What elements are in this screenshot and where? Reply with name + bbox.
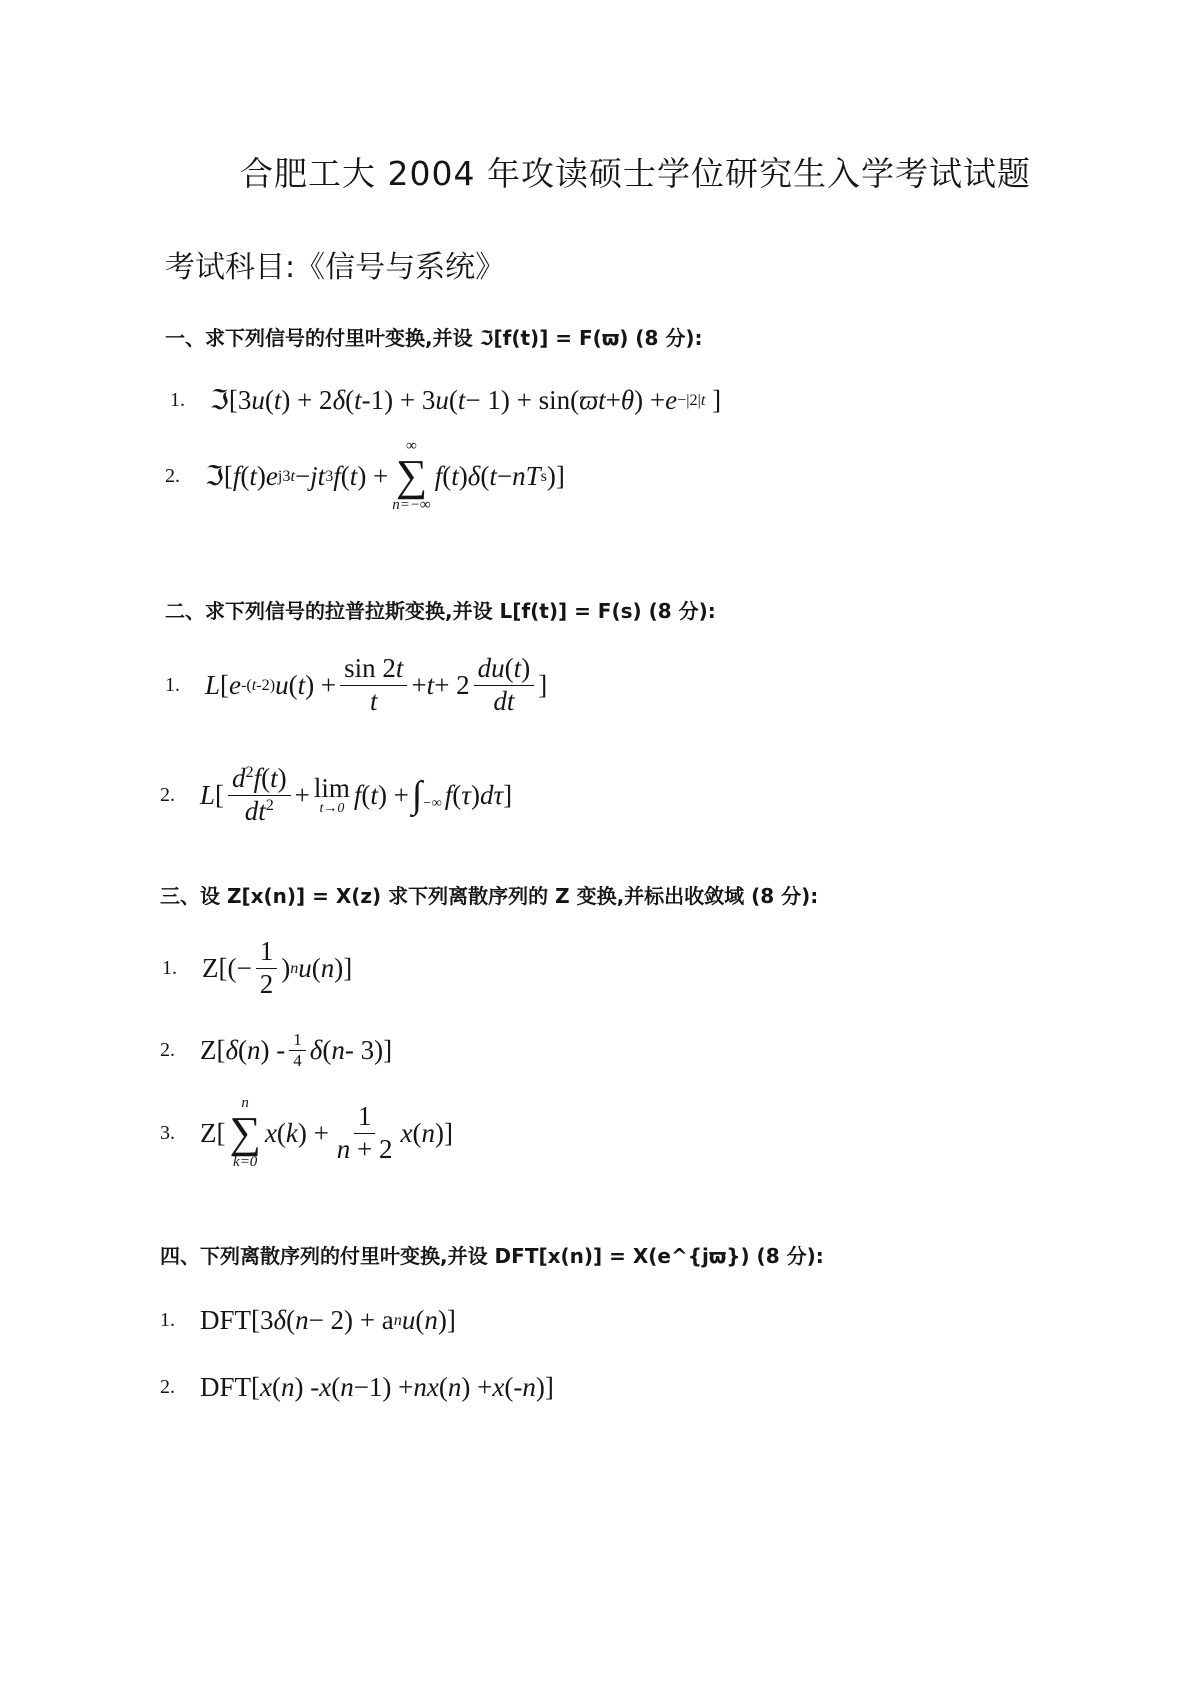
question-3-item-2 bbox=[160, 1030, 392, 1070]
question-3-heading: 三、设 Z[x(n)] = X(z) 求下列离散序列的 Z 变换,并标出收敛域 (8 分): bbox=[160, 884, 819, 908]
exam-subject: 考试科目:《信号与系统》 bbox=[165, 250, 506, 285]
question-3-item-1 bbox=[162, 932, 352, 1004]
item-number: 1. bbox=[165, 673, 180, 696]
item-number: 1. bbox=[160, 1308, 175, 1331]
fraction: $\frac{1}{4}$ bbox=[289, 1030, 306, 1070]
formula: L [ $\frac{d^2f(t)}{dt^2}$ + lim t→0 f ( t ) + ∫ −∞ f ( τ ) dτ ] bbox=[200, 763, 513, 826]
formula: ℑ[3 u ( t ) + 2 δ ( t -1) + 3 u ( t − 1) + sin( ϖt + θ ) + e −|2|t ] bbox=[210, 384, 722, 415]
limit: lim t→0 bbox=[313, 772, 350, 816]
question-1-item-1 bbox=[170, 382, 721, 418]
formula: Z[ n ∑ k=0 x ( k ) + $\frac{1}{n + 2}$ x ( n )] bbox=[200, 1095, 453, 1170]
question-4-item-1 bbox=[160, 1300, 456, 1340]
item-number: 2. bbox=[160, 1038, 175, 1061]
summation: ∞ ∑ n=−∞ bbox=[392, 438, 431, 513]
formula: DFT[3 δ ( n − 2) + a n u ( n )] bbox=[200, 1304, 456, 1335]
question-2-heading: 二、求下列信号的拉普拉斯变换,并设 L[f(t)] = F(s) (8 分): bbox=[165, 599, 716, 623]
question-1-item-2 bbox=[165, 440, 565, 512]
formula: ℑ[ f ( t ) e j3t − jt 3 f ( t ) + ∞ ∑ n=−∞ f ( t ) δ ( t − nT s )] bbox=[205, 438, 565, 513]
item-number: 2. bbox=[165, 464, 180, 487]
question-2-item-1 bbox=[165, 650, 547, 720]
item-number: 2. bbox=[160, 783, 175, 806]
fraction: $\frac{1}{n + 2}$ bbox=[336, 1101, 393, 1164]
formula: Z[(− $\frac{1}{2}$ ) n u ( n )] bbox=[202, 936, 353, 999]
formula: Z[ δ ( n ) - $\frac{1}{4}$ δ ( n - 3)] bbox=[200, 1029, 393, 1070]
summation: n ∑ k=0 bbox=[229, 1095, 261, 1170]
question-1-heading: 一、求下列信号的付里叶变换,并设 ℑ[f(t)] = F(ϖ) (8 分): bbox=[165, 326, 703, 350]
item-number: 1. bbox=[170, 388, 185, 411]
question-2-item-2 bbox=[160, 757, 512, 833]
integral: ∫ −∞ bbox=[411, 774, 442, 816]
question-4-heading: 四、下列离散序列的付里叶变换,并设 DFT[x(n)] = X(e^{jϖ}) (8 分): bbox=[160, 1244, 824, 1268]
fraction: $\frac{d^2f(t)}{dt^2}$ bbox=[228, 763, 291, 826]
exam-title: 合肥工大 2004 年攻读硕士学位研究生入学考试试题 bbox=[240, 154, 1031, 193]
fraction: $\frac{1}{2}$ bbox=[256, 936, 278, 999]
fraction: $\frac{du(t)}{dt}$ bbox=[474, 653, 535, 716]
item-number: 3. bbox=[160, 1121, 175, 1144]
fraction: $\frac{\sin 2t}{t}$ bbox=[340, 653, 407, 716]
formula: DFT[ x ( n ) - x ( n −1) + nx ( n ) + x (- n )] bbox=[200, 1371, 554, 1402]
question-3-item-3 bbox=[160, 1095, 453, 1171]
item-number: 2. bbox=[160, 1375, 175, 1398]
question-4-item-2 bbox=[160, 1367, 554, 1407]
formula: L [ e -(t-2) u ( t ) + $\frac{\sin 2t}{t}$ + t + 2 $\frac{du(t)}{dt}$ ] bbox=[205, 653, 548, 716]
item-number: 1. bbox=[162, 956, 177, 979]
